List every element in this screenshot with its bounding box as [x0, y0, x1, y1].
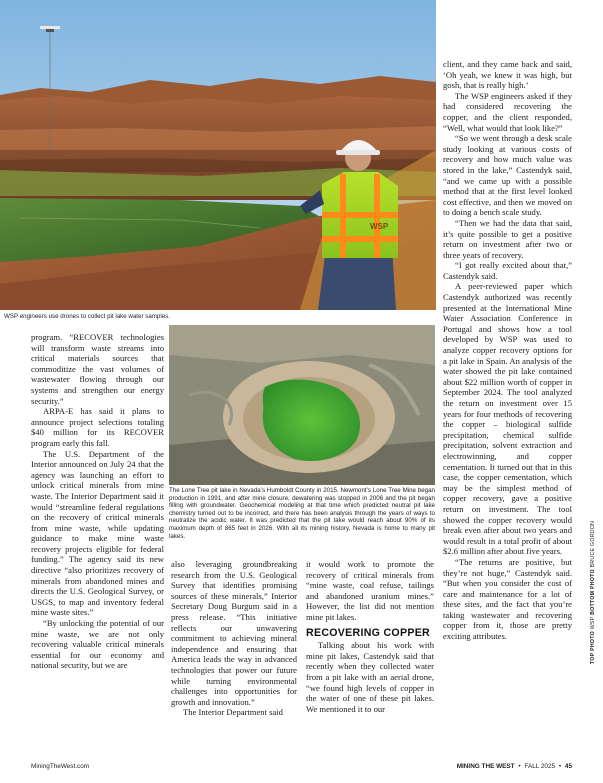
column-3 [306, 559, 434, 714]
paragraph: ARPA-E has said it plans to announce project selections totaling $40 million for its RECOVER program early this fall. [31, 406, 164, 448]
paragraph: client, and they came back and said, ‘Oh yeah, we knew it was high, but gosh, that is really high.’ [443, 59, 572, 91]
paragraph: “The returns are positive, but they’re not huge,” Castendyk said. “But when you consider the cost of care and maintenance for a lot of these sites, and the fact that you’re taking wastewater and recovering copper from it, those are pretty exciting attributes. [443, 556, 572, 642]
footer-separator: • [518, 763, 521, 770]
pit-lake-aerial-photo [169, 325, 435, 485]
footer-website[interactable]: MiningTheWest.com [31, 763, 90, 770]
photo-credit-bottom-label: BOTTOM PHOTO [590, 569, 596, 615]
footer-issue: FALL 2025 [524, 763, 556, 770]
photo-credit [590, 521, 596, 664]
footer-separator: • [558, 763, 562, 770]
top-photo-caption: WSP engineers use drones to collect pit lake water samples. [4, 313, 170, 320]
photo-credit-top-name: WSP [590, 616, 596, 630]
paragraph: “I got really excited about that,” Castendyk said. [443, 260, 572, 281]
footer-publication: MINING THE WEST [456, 763, 515, 770]
drone-survey-photo [0, 0, 436, 310]
column-4 [443, 59, 572, 642]
paragraph: Talking about his work with mine pit lakes, Castendyk said that recently when they collected water from a pit lake with an aerial drone, “we found high levels of copper in the water of one of these pit lakes. We mentioned it to our [306, 640, 434, 714]
column-2 [171, 559, 297, 718]
paragraph: A peer-reviewed paper which Castendyk authorized was recently presented at the International Mine Water Association Conference in Portugal and shows how a tool developed by WSP was used to analyze copper recovery options for a pit lake in Spain. An analysis of the water showed the pit lake contained about $22 million worth of copper in September 2024. The tool analyzed the return on investment over 15 years for four methods of recovering the copper – biological sulfide precipitation, chemical sulfide precipitation, solvent extraction and electrowinning, and copper cementation. It turned out that in this case, the copper cementation, which may be the simplest method of copper recovery, gave a positive return on investment. The tool showed the copper recovery would break even after about two years and would result in a total profit of about $2.6 million after about five years. [443, 281, 572, 557]
column-1 [31, 332, 164, 671]
section-heading: RECOVERING COPPER [306, 626, 431, 639]
paragraph: The WSP engineers asked if they had considered recovering the copper, and the client responded, “Well, what would that look like?” [443, 90, 572, 133]
photo-credit-top-label: TOP PHOTO [590, 631, 596, 664]
paragraph: it would work to promote the recovery of critical minerals from “mine waste, coal refuse, tailings and abandoned uranium mines.” However, the list did not mention mine pit lakes. [306, 559, 434, 622]
vest-logo: WSP [370, 222, 389, 231]
paragraph: “By unlocking the potential of our mine waste, we are not only recovering valuable critical minerals essential for our economy and national security, but we are [31, 618, 164, 671]
paragraph: The Interior Department said [183, 707, 283, 718]
paragraph: The U.S. Department of the Interior announced on July 24 that the agency was launching an effort to unlock critical minerals from mine waste. The Interior Department said it would “streamline federal regulations on the recovery of critical minerals from mine waste, while updating guidance to make mine waste recovery projects eligible for federal funding.” The agency said its new directive “also prioritizes recovery of minerals from abandoned mines and directs the U.S. Geological Survey, or USGS, to map and inventory federal mine waste sites.” [31, 448, 164, 618]
page-number: 45 [564, 763, 572, 770]
paragraph: “So we went through a desk scale study looking at various costs of recovery and how much value was stored in the lake,” Castendyk said, “and we came up with a possible method that at the first level looked cost effective, and then we moved on to doing a bench scale study. [443, 133, 572, 218]
aerial-photo-caption: The Lone Tree pit lake in Nevada’s Humboldt County in 2015. Newmont’s Lone Tree Mine began production in 1991, and after mine closure, dewatering was stopped in 2006 and the pit began filling with groundwater. Geochemical modeling at that time which predicted neutral pit lake chemistry turned out to be incorrect, and there has been analysis through the years of ways to neutralize the acidic water. It was predicted that the pit lake would reach about 90% of its maximum depth of 865 feet in 2026. With all its mining history, Nevada is home to many pit lakes. [169, 487, 435, 540]
paragraph: “Then we had the data that said, it’s quite possible to get a positive return on investment after two or three years of recovery. [443, 217, 572, 260]
paragraph: also leveraging groundbreaking research from the U.S. Geological Survey that identifies promising sources of these minerals,” Interior Secretary Doug Burgum said in a press release. “This initiative reflects our unwavering commitment to achieving mineral independence and ensuring that America leads the way in advanced technologies that power our future while turning environmental challenges into opportunities for growth and innovation.” [171, 559, 297, 707]
top-photo [0, 0, 436, 310]
aerial-photo [169, 325, 435, 485]
photo-credit-bottom-name: BRUCE GORDON [590, 520, 596, 568]
paragraph: program. “RECOVER technologies will transform waste streams into critical materials sources that commoditize the vast volumes of wastewater flowing through our systems and strengthen our energy security.” [31, 332, 164, 406]
footer-folio [443, 763, 572, 770]
